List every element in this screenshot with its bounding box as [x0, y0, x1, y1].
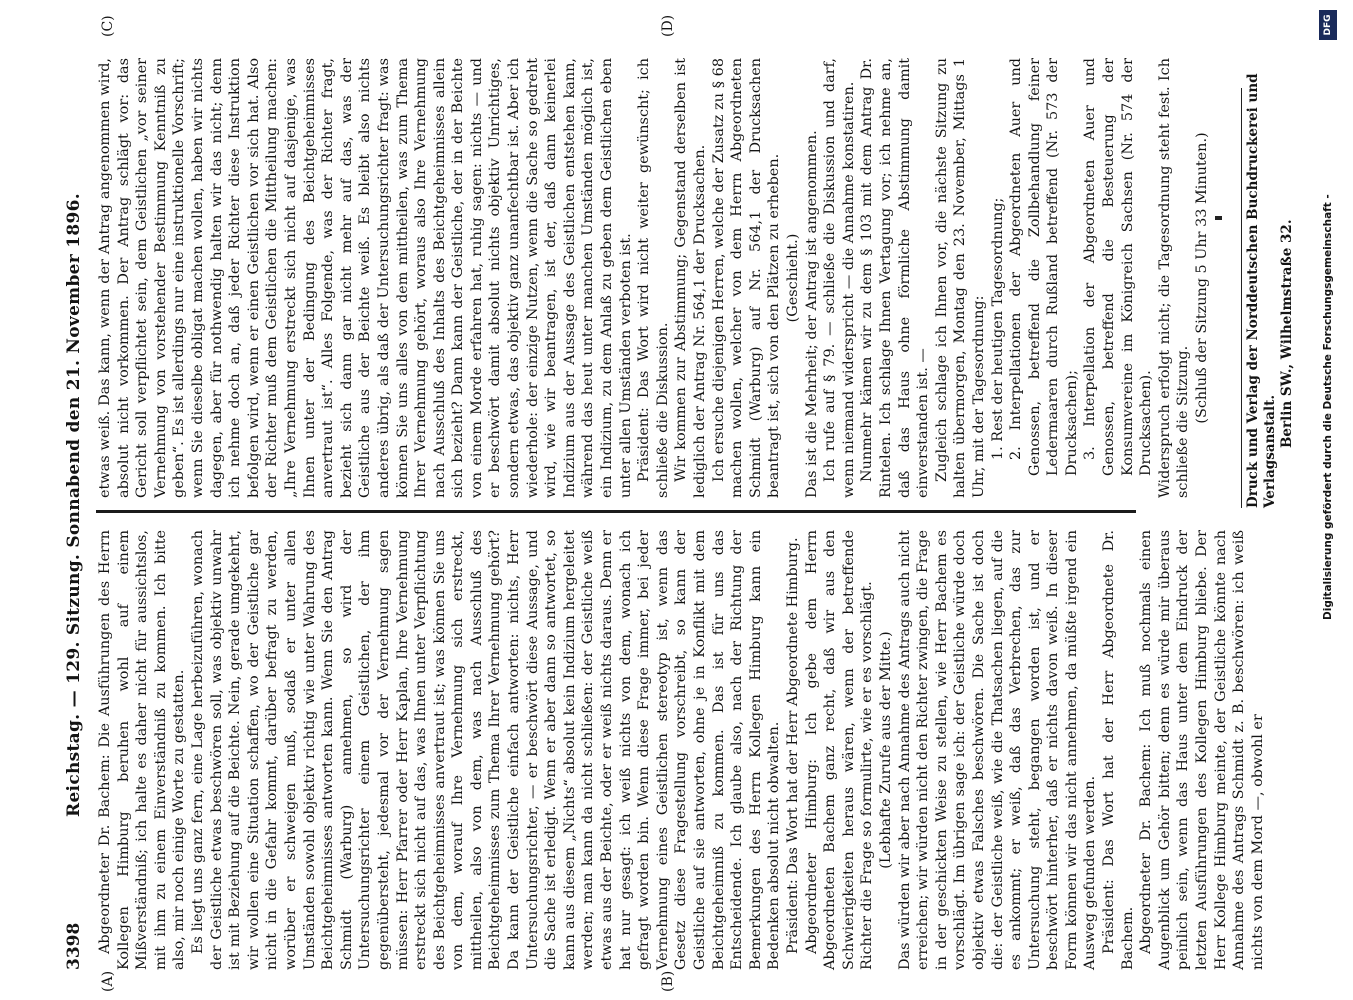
speech-bachem-1: Abgeordneter Dr. Bachem: Die Ausführungen des Herrn Kollegen Himburg beruhen wohl auf einem Mißverständniß; ich halte es daher nicht für aussichtslos, mit ihm zu einem Einverständniß zu kommen. Ich bitte also, mir noch einige Worte zu gestatten.: [97, 530, 188, 970]
paragraph-79: Ich rufe auf § 79. — schließe die Diskussion und darf, wenn niemand widerspricht — die Annahme konstatiren.: [822, 58, 857, 498]
column-divider: [96, 510, 1136, 513]
speech-himburg-2: Das würden wir aber nach Annahme des Antrags auch nicht erreichen; wir würden nicht den Richter zwingen, die Frage in der geschickten Weise zu stellen, wie Herr Bachem es vorschlägt. Im übrigen sage ich: der Geistliche würde doch objektiv etwas Falsches beschwören. Die Sache ist doch die: der Geistliche weiß, wie die Thatsachen liegen, auf die es ankommt; er weiß, daß das Verbrechen, das zur Untersuchung steht, begangen worden ist, und er beschwört hinterher, daß er nichts davon weiß. In dieser Form können wir das nicht annehmen, da müßte irgend ein Ausweg gefunden werden.: [896, 529, 1099, 970]
agenda-confirmed: Widerspruch erfolgt nicht; die Tagesordnung steht fest. Ich schließe die Sitzung.: [1156, 58, 1192, 498]
vote-request: Ich ersuche diejenigen Herren, welche der Zusatz zu § 68 machen wollen, welcher von dem Herrn Abgeordneten Schmidt (Warburg) auf Nr. 564,1 der Drucksachen beantragt ist, sich von den Plätzen zu erheben.: [710, 58, 783, 498]
margin-marker-b: (B): [660, 970, 676, 992]
margin-marker-d: (D): [660, 14, 676, 37]
running-title: Reichstag. — 129. Sitzung. Sonnabend den 21. November 1896.: [64, 193, 84, 817]
speech-bachem-2: Es liegt uns ganz fern, eine Lage herbeizuführen, wonach der Geistliche etwas beschwören soll, was objektiv unwahr ist mit Beziehung auf die Beichte. Nein, gerade umgekehrt, wir wollen eine Situation schaffen, wo der Geistliche gar nicht in die Gefahr kommt, darüber befragt zu werden, worüber er schweigen muß, sodaß er unter allen Umständen sowohl objektiv richtig wie unter Wahrung des Beichtgeheimnisses antworten kann. Wenn Sie den Antrag Schmidt (Warburg) annehmen, so wird der Untersuchungsrichter einem Geistlichen, der ihm gegenübersteht, jedesmal vor der Vernehmung sagen müssen: Herr Pfarrer oder Herr Kaplan, Ihre Vernehmung erstreckt sich nicht auf das, was Ihnen unter Verpflichtung des Beichtgeheimnisses anvertraut ist; was können Sie uns von dem, worauf Ihre Vernehmung sich erstreckt, mittheilen, also von dem, was nach Ausschluß des Beichtgeheimnisses zum Thema Ihrer Vernehmung gehört? Da kann der Geistliche einfach antworten: nichts, Herr Untersuchungsrichter, — er beschwört diese Aussage, und die Sache ist erledigt. Wenn er aber dann so antwortet, so kann aus diesem „Nichts“ absolut kein Indizium hergeleitet werden; man kann da nicht schließen: der Geistliche weiß etwas aus der Beichte, oder er weiß nichts daraus. Denn er hat nur gesagt: ich weiß nichts von dem, wonach ich gefragt worden bin. Wenn diese Frage immer, bei jeder Vernehmung eines Geistlichen stereotyp ist, wenn das Gesetz diese Fragestellung vorschreibt, so kann der Geistliche auf sie antworten, ohne je in Konflikt mit dem Beichtgeheimniß zu kommen. Das ist für uns das Entscheidende. Ich glaube also, nach der Richtung der Bemerkungen des Herrn Kollegen Himburg kann ein Bedenken absolut nicht obwalten.: [189, 530, 783, 970]
page-number: 3398: [64, 922, 84, 970]
agenda-item-1: 1. Rest der heutigen Tagesordnung;: [989, 197, 1006, 460]
president-closes-discussion: Präsident: Das Wort wird nicht weiter gewünscht; ich schließe die Diskussion.: [636, 58, 671, 498]
next-session-proposal: Zugleich schlage ich Ihnen vor, die nächste Sitzung zu halten übermorgen, Montag den 23. November, Mittags 1 Uhr, mit der Tagesordnung:: [933, 58, 987, 498]
printer-imprint: [1245, 8, 1296, 508]
vote-result: Das ist die Mehrheit; der Antrag ist angenommen.: [803, 130, 820, 498]
session-closing-time: (Schluß der Sitzung 5 Uhr 33 Minuten.): [1194, 132, 1211, 424]
president-remark-1: Präsident: Das Wort hat der Herr Abgeordnete Himburg.: [784, 537, 801, 954]
dfg-logo: DFG: [1319, 10, 1337, 40]
agenda-item-2: 2. Interpellationen der Abgeordneten Auer und Genossen, betreffend die Zollbehandlung feiner Ledermaaren durch Rußland betreffend (Nr. 573 der Drucksachen);: [1008, 58, 1080, 476]
margin-marker-c: (C): [100, 15, 116, 37]
interjection-2: (Geschieht.): [784, 233, 801, 323]
agenda-item-3: 3. Interpellation der Abgeordneten Auer und Genossen, betreffend die Besteuerung der Konsumvereine im Königreich Sachsen (Nr. 574 der Drucksachen).: [1082, 58, 1155, 476]
speech-bachem-3: Abgeordneter Dr. Bachem: Ich muß nochmals einen Augenblick um Gehör bitten; denn es würde mir überaus peinlich sein, wenn das Haus unter dem Eindruck der letzten Ausführungen des Kollegen Himburg bliebe. Der Herr Kollege Himburg meinte, der Geistliche könnte nach Annahme des Antrags Schmidt z. B. beschwören: ich weiß nichts von dem Mord —, obwohl er: [1138, 530, 1266, 970]
imprint-rule: [1241, 88, 1242, 508]
adjournment-proposal: Nunmehr kämen wir zu dem § 103 mit dem Antrag Dr. Rintelen. Ich schlage Ihnen Vertagung vor; ich nehme an, daß das Haus ohne förmliche Abstimmung damit einverstanden ist. —: [859, 58, 932, 498]
imprint-line-2: Berlin SW., Wilhelmstraße 32.: [1279, 219, 1295, 448]
digitization-notice: [1315, 10, 1341, 620]
digitization-text: Digitalisierung gefördert durch die Deutsche Forschungsgemeinschaft -: [1322, 194, 1334, 620]
right-column: [96, 58, 1212, 498]
interjection-1: (Lebhafte Zurufe aus der Mitte.): [877, 631, 894, 869]
vote-announcement: Wir kommen zur Abstimmung; Gegenstand derselben ist lediglich der Antrag Nr. 564,1 der Drucksachen.: [673, 58, 708, 498]
margin-marker-a: (A): [100, 970, 116, 992]
speech-himburg-1: Abgeordneter Himburg: Ich gebe dem Herrn Abgeordneten Bachem ganz recht, daß wir aus den Schwierigkeiten heraus wären, wenn der betreffende Richter die Frage so formulirte, wie er es vorschlägt.: [803, 530, 876, 970]
page-header: [58, 40, 90, 970]
imprint-line-1: Druck und Verlag der Norddeutschen Buchdruckerei und Verlagsanstalt.: [1245, 73, 1278, 508]
president-remark-2: Präsident: Das Wort hat der Herr Abgeordnete Dr. Bachem.: [1101, 530, 1136, 970]
left-column: [96, 530, 1267, 970]
speech-bachem-continued: etwas weiß. Das kann, wenn der Antrag angenommen wird, absolut nicht vorkommen. Der Antrag schlägt vor: das Gericht soll verpflichtet sein, dem Geistlichen „vor seiner Vernehmung von vorstehender Bestimmung Kenntniß zu geben“. Es ist allerdings nur eine instruktionelle Vorschrift; wenn Sie dieselbe obligat machen wollen, haben wir nichts dagegen, aber für nothwendig halten wir das nicht; denn ich nehme doch an, daß jeder Richter diese Instruktion befolgen wird, wenn er einen Geistlichen vor sich hat. Also der Richter muß dem Geistlichen die Mittheilung machen: „Ihre Vernehmung erstreckt sich nicht auf dasjenige, was Ihnen unter der Bedingung des Beichtgeheimnisses anvertraut ist“. Alles Folgende, was der Richter fragt, bezieht sich dann gar nicht mehr auf das, was der Geistliche aus der Beichte weiß. Es bleibt also nichts anderes übrig, als daß der Untersuchungsrichter fragt: was können Sie uns alles von dem mittheilen, was zum Thema Ihrer Vernehmung gehört, woraus also Ihre Vernehmung nach Ausschluß des Inhalts des Beichtgeheimnisses allein sich bezieht? Dann kann der Geistliche, der in der Beichte von einem Morde erfahren hat, ruhig sagen: nichts — und er beschwört damit absolut nichts objektiv Unrichtiges, sondern etwas, das objektiv ganz unanfechtbar ist. Aber ich wiederhole: der einzige Nutzen, wenn die Sache so gedreht wird, wie wir beantragen, ist der, daß dann keinerlei Indizium aus der Aussage des Geistlichen entstehen kann, während das heut unter manchen Umständen möglich ist, ein Indizium, zu dem Anlaß zu geben dem Geistlichen eben unter allen Umständen verboten ist.: [97, 58, 634, 498]
scan-speck: [1215, 216, 1222, 220]
